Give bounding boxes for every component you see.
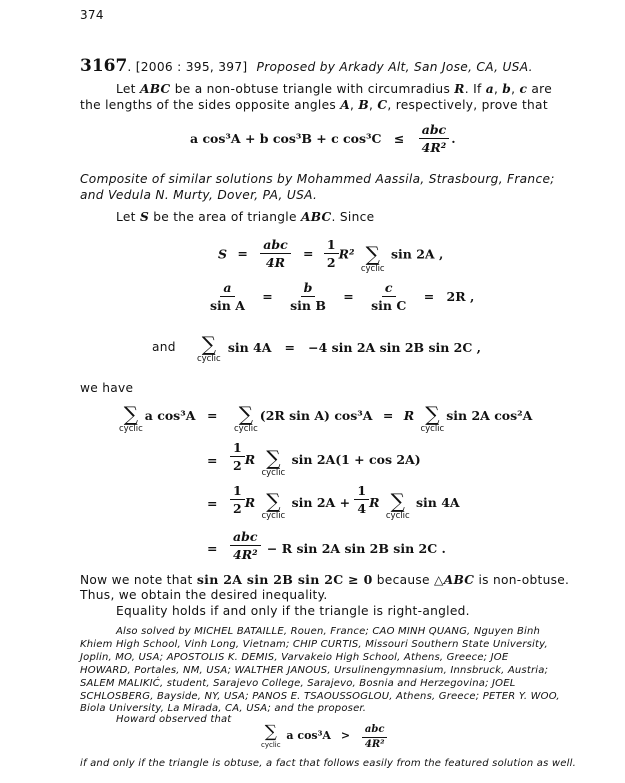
also-solved-line-3: Joplin, MO, USA; APOSTOLIS K. DEMIS, Varvakeio High School, Athens, Greece; JOE: [80, 652, 509, 663]
also-solved-line-7: Biola University, La Mirada, CA, USA; and the proposer.: [80, 703, 367, 714]
statement-line-2: [80, 98, 548, 112]
text: ,: [350, 98, 359, 112]
sigma-icon: ∑: [123, 402, 139, 426]
math-var: R: [454, 82, 465, 96]
summation: [261, 724, 281, 749]
sigma-icon: ∑: [201, 332, 216, 356]
solution-credit-2: and Vedula N. Murty, Dover, PA, USA.: [80, 188, 318, 202]
fraction: [230, 483, 245, 516]
numerator: 1: [230, 440, 245, 457]
math-term: sin 2A sin 2B sin 2C ≥ 0: [196, 572, 373, 587]
summation: [361, 244, 385, 274]
math-term: sin 2A cos²A: [446, 408, 533, 423]
math-term: 2R ,: [446, 289, 475, 304]
denominator: 4: [357, 501, 367, 516]
equation-sin4a: $^{and}$ ∑ cyclic $^{sin 4A}$ = $^{-4 sin 2A sin 2B sin 2C ,}$: [152, 332, 482, 364]
summation: [386, 491, 410, 521]
math-term: −4 sin 2A sin 2B sin 2C ,: [308, 340, 482, 355]
sigma-icon: ∑: [365, 242, 380, 266]
numerator: a: [220, 280, 234, 297]
text: ,: [368, 98, 378, 112]
numerator: abc: [260, 237, 290, 254]
chain-eq-1: =: [207, 408, 218, 423]
chain-line-2: [230, 440, 421, 478]
fraction: [419, 122, 450, 155]
main-inequality: a cos³A + b cos³B + c cos³C ≤ $\frac{\text{abc}}{\text{4R²}}$ .: [190, 122, 456, 155]
numerator: 1: [354, 483, 369, 500]
relation: >: [340, 729, 351, 742]
sum-subscript: cyclic: [420, 424, 445, 434]
math-var: A: [340, 98, 351, 112]
text: . Since: [331, 210, 375, 224]
math-var: R: [369, 495, 380, 510]
text: , respectively, prove that: [387, 98, 548, 112]
also-solved-line-4: HOWARD, Portales, NM, USA; WALTHER JANOUS, Ursulinengymnasium, Innsbruck, Austria;: [80, 665, 549, 676]
denominator: sin A: [210, 298, 245, 313]
denominator: sin B: [290, 298, 326, 313]
text: Let: [116, 82, 140, 96]
math-term: R²: [338, 246, 355, 262]
problem-reference: [2006 : 395, 397]: [135, 60, 248, 74]
denominator: 4R²: [421, 140, 447, 155]
summation: [119, 404, 143, 434]
area-var: S: [218, 246, 228, 262]
sigma-icon: ∑: [264, 722, 277, 742]
denominator: 4R²: [364, 739, 385, 750]
equals: =: [382, 408, 394, 423]
math-var: ABC: [139, 82, 171, 96]
math-term: sin 4A: [227, 340, 272, 355]
text: because: [372, 573, 435, 587]
math-term: − R sin 2A sin 2B sin 2C .: [266, 541, 446, 556]
math-var: R: [244, 495, 256, 510]
numerator: b: [301, 280, 316, 297]
problem-number: 3167: [80, 56, 128, 76]
chain-line-1: [117, 404, 195, 434]
text: be the area of triangle: [149, 210, 301, 224]
chain-line-1-rhs: [232, 404, 532, 434]
sum-subscript: cyclic: [196, 354, 221, 364]
math-var: c: [519, 82, 528, 96]
text: Let: [116, 210, 140, 224]
numerator: abc: [419, 122, 449, 139]
text: be a non-obtuse triangle with circumradius: [170, 82, 455, 96]
math-term: sin 2A(1 + cos 2A): [291, 452, 421, 467]
math-term: △ABC: [434, 573, 475, 587]
numerator: 1: [230, 483, 245, 500]
inequality-relation: ≤: [393, 131, 405, 146]
chain-line-3: [230, 483, 460, 521]
text: is non-obtuse.: [474, 573, 570, 587]
text: and: [152, 340, 176, 354]
numerator: abc: [362, 724, 388, 738]
numerator: c: [382, 280, 396, 297]
summation: [234, 404, 258, 434]
we-have: we have: [80, 381, 134, 395]
also-solved-line-5: SALEM MALIKIĆ, student, Sarajevo College, Sarajevo, Bosnia and Herzegovina; JOEL: [80, 678, 516, 689]
denominator: 4R²: [233, 547, 258, 562]
conclusion-line-1: [80, 572, 569, 587]
also-solved-line-6: SCHLOSBERG, Bayside, NY, USA; PANOS E. TSAOUSSOGLOU, Athens, Greece; PETER Y. WOO,: [80, 691, 560, 702]
fraction: [287, 280, 329, 313]
fraction: [230, 529, 261, 562]
sigma-icon: ∑: [390, 489, 405, 513]
summation: [261, 448, 285, 478]
sum-subscript: cyclic: [234, 424, 258, 434]
fraction: [260, 237, 290, 270]
chain-eq-2: =: [207, 453, 218, 468]
text: ,: [511, 82, 520, 96]
text: the lengths of the sides opposite angles: [80, 98, 341, 112]
sum-subscript: cyclic: [119, 424, 143, 434]
sum-subscript: cyclic: [385, 511, 410, 521]
statement-line-1: [116, 82, 552, 96]
math-var: ABC: [300, 210, 332, 224]
sum-subscript: cyclic: [261, 741, 281, 749]
page-number: 374: [80, 8, 104, 22]
math-var: R: [244, 452, 256, 467]
math-term: sin 2A +: [291, 495, 351, 510]
sigma-icon: ∑: [266, 446, 281, 470]
problem-header: 3167. [2006 : 395, 397] Proposed by Arkady Alt, San Jose, CA, USA.: [80, 56, 533, 76]
summation: [261, 491, 285, 521]
equation-area: S = $\frac{\text{abc}}{4R}$ = $\frac{1}{2}$ R² ∑ cyclic sin 2A ,: [218, 237, 444, 274]
text: . If: [464, 82, 486, 96]
fraction: [230, 440, 245, 473]
fraction: [354, 483, 369, 516]
fraction: [368, 280, 409, 313]
summation: [197, 334, 221, 364]
denominator: 2: [233, 501, 242, 516]
sigma-icon: ∑: [238, 402, 254, 426]
chain-eq-3: =: [207, 496, 218, 511]
also-solved-line-1: Also solved by MICHEL BATAILLE, Rouen, France; CAO MINH QUANG, Nguyen Binh: [116, 626, 541, 637]
also-solved-line-2: Khiem High School, Vinh Long, Vietnam; CHIP CURTIS, Missouri Southern State University,: [80, 639, 548, 650]
sum-subscript: cyclic: [261, 468, 286, 478]
solution-credit-1: Composite of similar solutions by Mohammed Aassila, Strasbourg, France;: [80, 172, 555, 186]
chain-line-4: [228, 529, 446, 562]
denominator: 2: [233, 458, 242, 473]
denominator: sin C: [371, 298, 407, 313]
math-var: S: [139, 210, 150, 224]
inequality-lhs: a cos³A + b cos³B + c cos³C: [190, 131, 382, 146]
howard-closing: if and only if the triangle is obtuse, a fact that follows easily from the featured solution as well.: [80, 758, 576, 769]
math-term: a cos³A: [144, 408, 196, 423]
summation: [420, 404, 444, 434]
math-var: R: [403, 408, 415, 423]
numerator: abc: [230, 529, 260, 546]
denominator: 2: [326, 255, 336, 271]
math-var: b: [502, 82, 512, 96]
math-term: a cos³A: [286, 729, 331, 742]
fraction: [207, 280, 248, 313]
chain-eq-4: =: [207, 541, 218, 556]
fraction: [362, 724, 388, 751]
math-var: B: [358, 98, 369, 112]
sum-subscript: cyclic: [360, 264, 385, 274]
denominator: 4R: [265, 255, 285, 271]
equation-law-of-sines: $\frac{a}{\text{sin A}}$ = $\frac{b}{\text{sin B}}$ = $\frac{c}{\text{sin C}}$ = 2R ,: [205, 280, 474, 313]
solution-intro: [116, 210, 374, 224]
equality-note: Equality holds if and only if the triangle is right-angled.: [116, 604, 470, 618]
sigma-icon: ∑: [266, 489, 281, 513]
math-var: C: [377, 98, 388, 112]
numerator: 1: [324, 237, 339, 254]
howard-inequality: [259, 724, 390, 751]
conclusion-line-2: Thus, we obtain the desired inequality.: [80, 588, 328, 602]
math-term: (2R sin A) cos³A: [259, 408, 373, 423]
text: are: [527, 82, 553, 96]
text: Now we note that: [80, 573, 197, 587]
sum-subscript: cyclic: [261, 511, 286, 521]
sigma-icon: ∑: [425, 402, 440, 426]
math-term: sin 2A ,: [390, 246, 444, 262]
math-term: sin 4A: [416, 495, 460, 510]
fraction: [324, 237, 339, 270]
text: ,: [493, 82, 503, 96]
math-var: a: [485, 82, 494, 96]
howard-intro: Howard observed that: [116, 714, 232, 725]
problem-proposer: Proposed by Arkady Alt, San Jose, CA, USA.: [256, 60, 533, 74]
